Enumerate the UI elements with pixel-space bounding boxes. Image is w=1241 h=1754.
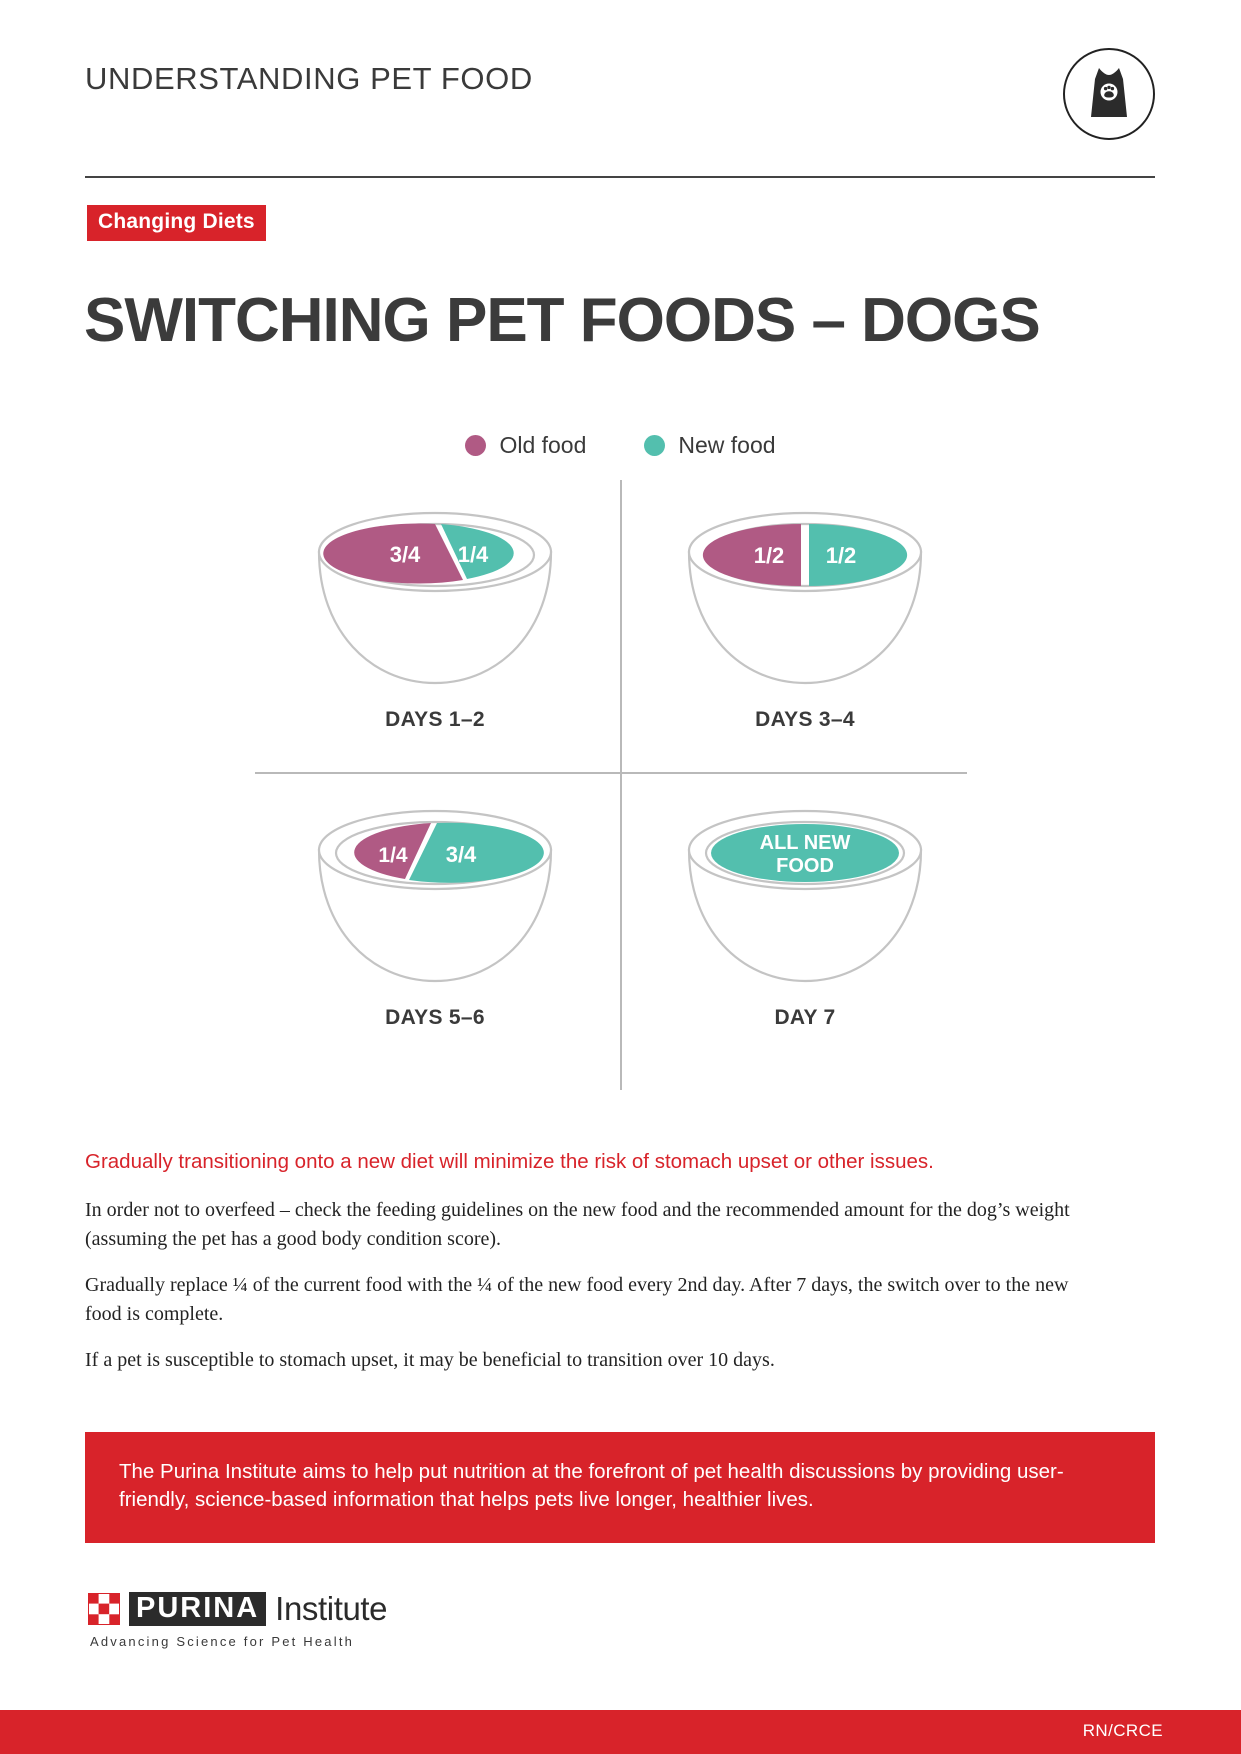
page-header [85,60,1155,97]
old-food-fraction-days-3-4: 1/2 [753,543,785,568]
grid-vertical-divider [620,480,622,1090]
bowl-diagram-days-3-4 [665,480,945,695]
stage-label-days-3-4: DAYS 3–4 [755,708,855,731]
page-title: UNDERSTANDING PET FOOD [85,61,533,96]
stage-days-5-6 [255,778,615,1070]
new-food-fraction-days-1-2: 1/4 [457,542,489,567]
lede-text: Gradually transitioning onto a new diet will minimize the risk of stomach upset or other issues. [85,1150,934,1173]
document-code: RN/CRCE [1082,1721,1163,1740]
legend-label-old-food: Old food [499,432,587,458]
footer-bar [0,1710,1241,1754]
category-tag: Changing Diets [87,205,266,241]
purina-checkerboard-icon [88,1593,120,1625]
institute-wordmark: Institute [275,1590,388,1627]
pet-food-bag-glyph [1086,66,1132,122]
stage-days-3-4 [625,480,985,772]
main-title: SWITCHING PET FOODS – DOGS [84,286,1040,355]
stage-label-days-1-2: DAYS 1–2 [385,708,485,731]
stage-label-day-7: DAY 7 [774,1006,836,1029]
new-food-fraction-days-3-4: 1/2 [825,543,857,568]
mission-callout: The Purina Institute aims to help put nutrition at the forefront of pet health discussions by providing user-friendly, science-based information that helps pets live longer, healthier lives. [85,1432,1155,1543]
purina-wordmark: PURINA [129,1592,266,1626]
bowl-diagram-day-7 [665,778,945,993]
stage-days-1-2 [255,480,615,772]
body-copy [85,1196,1093,1392]
new-food-fraction-days-5-6: 3/4 [445,842,477,867]
pet-food-bag-icon [1063,48,1155,140]
legend-label-new-food: New food [678,432,776,458]
legend [0,432,1241,459]
legend-swatch-new-food [644,435,665,456]
bowl-day-7 [665,778,945,993]
old-food-fraction-days-1-2: 3/4 [389,542,421,567]
all-new-food-line1: ALL NEW [759,832,851,854]
legend-item-new-food [644,432,775,459]
grid-horizontal-divider [255,772,967,774]
bowl-diagram-days-1-2 [295,480,575,695]
logo-row [88,1590,508,1628]
legend-item-old-food [465,432,586,459]
paragraph-1: In order not to overfeed – check the feeding guidelines on the new food and the recommended amount for the dog’s weight (assuming the pet has a good body condition score). [85,1199,1070,1250]
stage-day-7 [625,778,985,1070]
purina-institute-logo [88,1590,508,1649]
legend-swatch-old-food [465,435,486,456]
paragraph-3: If a pet is susceptible to stomach upset, it may be beneficial to transition over 10 days. [85,1349,775,1371]
old-food-fraction-days-5-6: 1/4 [378,844,408,867]
header-divider [85,176,1155,178]
all-new-food-line2: FOOD [776,855,834,877]
bowl-days-5-6 [295,778,575,993]
bowl-diagram-days-5-6 [295,778,575,993]
paragraph-2: Gradually replace ¼ of the current food with the ¼ of the new food every 2nd day. After 7 days, the switch over to the new food is complete. [85,1274,1069,1325]
logo-tagline: Advancing Science for Pet Health [90,1634,355,1649]
stage-label-days-5-6: DAYS 5–6 [385,1006,485,1029]
stages-grid [255,480,985,1090]
bowl-days-1-2 [295,480,575,695]
bowl-days-3-4 [665,480,945,695]
